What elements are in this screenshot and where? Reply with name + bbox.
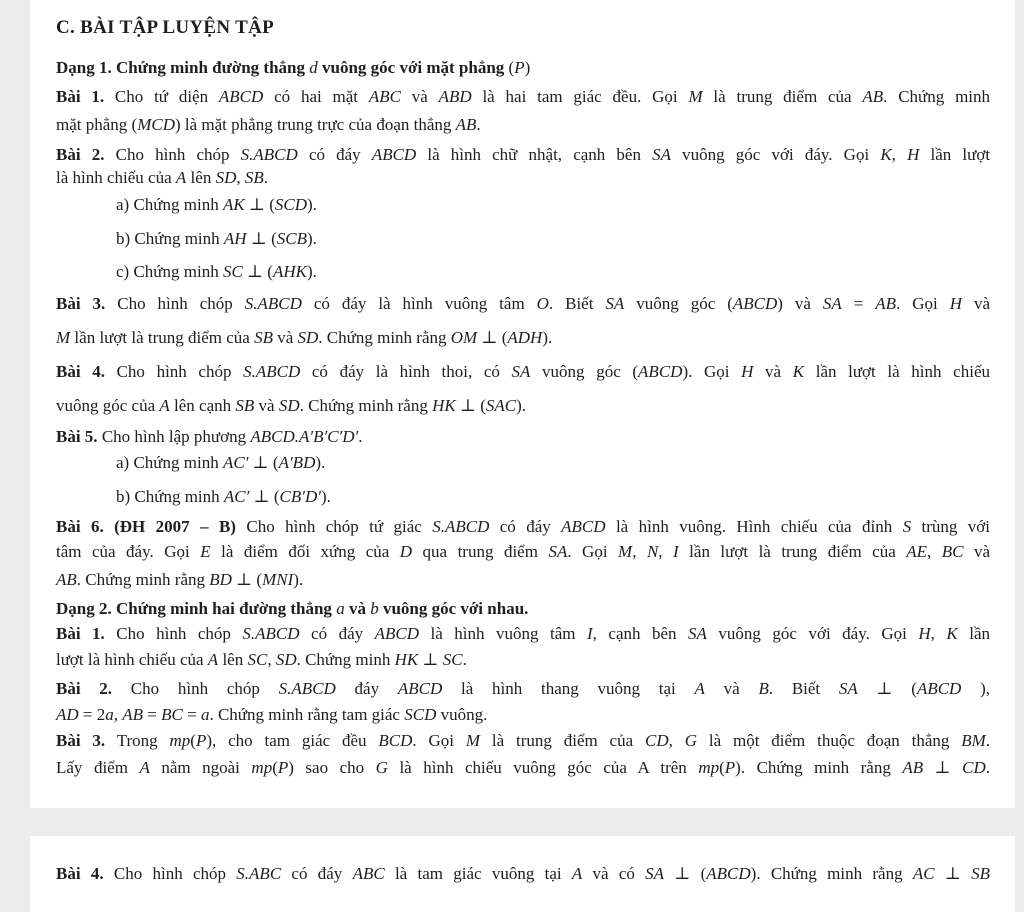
text-run: ( — [719, 758, 725, 777]
math-text: A — [571, 864, 583, 883]
text-run: Cho hình chóp — [104, 145, 241, 164]
bold-text: vuông góc với mặt phẳng — [317, 58, 509, 77]
text-run: ⊥ — [418, 650, 443, 669]
math-text: CD — [962, 758, 986, 777]
math-text: M — [688, 87, 703, 106]
text-run: lần lượt — [919, 145, 991, 164]
text-run: ). — [315, 453, 326, 472]
math-text: A — [207, 650, 219, 669]
text-run: , — [632, 542, 647, 561]
text-run: . Chứng minh — [296, 650, 395, 669]
math-text: SA — [548, 542, 568, 561]
math-text: SB — [235, 396, 255, 415]
text-line — [56, 425, 363, 449]
math-text: A — [694, 679, 705, 698]
math-text: K — [792, 362, 805, 381]
text-run: vuông góc với đáy. Gọi — [671, 145, 881, 164]
math-text: AB — [56, 570, 77, 589]
math-text: P — [514, 58, 525, 77]
text-run: là hình vuông tâm — [419, 624, 587, 643]
bold-text: và — [344, 599, 371, 618]
text-run: Cho hình chóp — [104, 362, 244, 381]
text-run: và — [963, 542, 991, 561]
math-text: BC — [161, 705, 183, 724]
text-run: ) và — [777, 294, 823, 313]
text-run: . Chứng minh rằng — [76, 570, 210, 589]
math-text: OM — [450, 328, 478, 347]
math-text: a — [336, 599, 345, 618]
math-text: M — [618, 542, 633, 561]
text-run: ). Chứng minh rằng — [735, 758, 903, 777]
text-run: vuông góc ( — [530, 362, 639, 381]
text-run: ⊥ ( — [244, 195, 275, 214]
text-run: Cho hình lập phương — [97, 427, 251, 446]
math-text: AB — [455, 115, 477, 134]
math-text: B — [758, 679, 769, 698]
math-text: mp — [169, 731, 191, 750]
text-run: . — [263, 168, 268, 187]
text-run: ). — [542, 328, 553, 347]
math-text: A — [175, 168, 187, 187]
math-text: S.ABCD — [244, 294, 302, 313]
math-text: E — [200, 542, 211, 561]
math-text: AB — [122, 705, 144, 724]
text-line — [56, 166, 268, 190]
text-run: ). — [293, 570, 304, 589]
text-run: là trung điểm của — [480, 731, 645, 750]
text-line — [56, 729, 990, 753]
text-line — [56, 756, 990, 780]
text-run: lượt là hình chiếu của — [56, 650, 208, 669]
text-run: ⊥ ( — [477, 328, 508, 347]
math-text: mp — [251, 758, 273, 777]
math-text: S.ABCD — [432, 517, 490, 536]
math-text: AB — [902, 758, 924, 777]
text-run: ( — [190, 731, 196, 750]
math-text: ABCD — [397, 679, 443, 698]
math-text: SA — [688, 624, 707, 643]
math-text: AK — [222, 195, 245, 214]
text-run: nằm ngoài — [149, 758, 252, 777]
text-run: . Gọi — [412, 731, 466, 750]
math-text: b — [370, 599, 379, 618]
text-line — [56, 862, 990, 886]
math-text: SB — [971, 864, 991, 883]
math-text: AB — [862, 87, 884, 106]
math-text: a — [105, 705, 114, 724]
math-text: BC — [941, 542, 964, 561]
text-run: , — [927, 542, 942, 561]
text-run: ⊥ ( — [664, 864, 707, 883]
text-line — [56, 394, 526, 418]
math-text: SA — [652, 145, 672, 164]
text-run: a) Chứng minh — [116, 453, 223, 472]
text-run: b) Chứng minh — [116, 229, 224, 248]
bold-text: Bài 1. — [56, 624, 105, 643]
text-run: có hai mặt — [263, 87, 369, 106]
text-run: ), — [961, 679, 991, 698]
text-run: ) là mặt phẳng trung trực của đoạn thẳng — [174, 115, 456, 134]
text-run: , cạnh bên — [592, 624, 689, 643]
text-run: là hình chiếu của — [56, 168, 176, 187]
bold-text: Dạng 1. Chứng minh đường thẳng — [56, 58, 310, 77]
math-text: SCD — [274, 195, 307, 214]
text-run: . — [462, 650, 467, 669]
text-run: mặt phẳng ( — [56, 115, 138, 134]
text-line — [116, 485, 331, 509]
math-text: SD — [297, 328, 319, 347]
text-run: Cho hình chóp — [103, 864, 237, 883]
text-run: , — [891, 145, 908, 164]
math-text: I — [673, 542, 679, 561]
math-text: SCD — [404, 705, 437, 724]
text-run: lần lượt là trung điểm của — [678, 542, 907, 561]
math-text: P — [195, 731, 207, 750]
text-run: ⊥ ( — [246, 229, 277, 248]
text-run: và — [254, 396, 279, 415]
text-run: Cho tứ diện — [104, 87, 219, 106]
text-run: ⊥ ( — [455, 396, 486, 415]
math-text: SA — [838, 679, 858, 698]
text-run: có đáy là hình vuông tâm — [301, 294, 537, 313]
text-run: , — [930, 624, 947, 643]
math-text: ABCD — [916, 679, 962, 698]
math-text: N — [646, 542, 659, 561]
text-run: ) — [524, 58, 531, 77]
math-text: AC′ — [222, 453, 249, 472]
math-text: I — [587, 624, 593, 643]
math-text: D — [399, 542, 413, 561]
text-run: ). — [306, 262, 317, 281]
math-text: P — [277, 758, 289, 777]
text-run: là hình thang vuông tại — [442, 679, 695, 698]
math-text: AH — [223, 229, 247, 248]
text-line — [56, 703, 487, 727]
text-run: ⊥ ( — [242, 262, 273, 281]
bold-text: Bài 5. — [56, 427, 98, 446]
text-run: lần lượt là trung điểm của — [70, 328, 255, 347]
text-run: và — [704, 679, 759, 698]
math-text: ABC — [352, 864, 385, 883]
math-text: BM — [961, 731, 986, 750]
text-line — [56, 85, 990, 109]
text-run: ⊥ ( — [248, 453, 279, 472]
math-text: S — [902, 517, 912, 536]
text-run: Cho hình chóp — [112, 679, 279, 698]
math-text: SA — [645, 864, 665, 883]
text-run: là hình chữ nhật, cạnh bên — [416, 145, 653, 164]
bold-text: Bài 2. — [56, 679, 113, 698]
text-line — [56, 677, 990, 701]
math-text: H — [949, 294, 963, 313]
text-line — [116, 451, 325, 475]
math-text: mp — [698, 758, 720, 777]
math-text: H — [907, 145, 920, 164]
math-text: ABCD — [706, 864, 751, 883]
math-text: H — [918, 624, 931, 643]
math-text: K — [880, 145, 892, 164]
text-run: , — [267, 650, 276, 669]
text-run: có đáy — [281, 864, 353, 883]
text-run: và — [272, 328, 298, 347]
text-run: ⊥ — [934, 864, 972, 883]
math-text: MCD — [137, 115, 175, 134]
text-run: . Gọi — [567, 542, 619, 561]
text-run: , — [113, 705, 123, 724]
text-run: ), cho tam giác đều — [206, 731, 379, 750]
bold-text: Bài 6. (ĐH 2007 – B) — [56, 517, 236, 536]
text-run: và có — [582, 864, 646, 883]
text-run: . Biết — [548, 294, 606, 313]
text-run: b) Chứng minh — [116, 487, 224, 506]
math-text: ABCD — [561, 517, 606, 536]
math-text: G — [375, 758, 388, 777]
text-run: và — [962, 294, 991, 313]
math-text: AE — [906, 542, 928, 561]
text-run: có đáy — [297, 145, 372, 164]
text-run: ) sao cho — [288, 758, 376, 777]
math-text: SCB — [276, 229, 307, 248]
text-run: ( — [272, 758, 278, 777]
math-text: AD — [56, 705, 79, 724]
math-text: ABCD — [638, 362, 683, 381]
math-text: CD — [645, 731, 669, 750]
text-run: ⊥ — [923, 758, 963, 777]
text-run: có đáy — [489, 517, 562, 536]
text-run: lần — [957, 624, 991, 643]
text-line — [116, 227, 317, 251]
text-run: đáy — [335, 679, 398, 698]
bold-text: Bài 4. — [56, 362, 105, 381]
text-run: a) Chứng minh — [116, 195, 223, 214]
text-run: . Chứng minh rằng — [299, 396, 433, 415]
text-line — [56, 515, 990, 539]
text-run: và — [400, 87, 439, 106]
text-run: = 2 — [78, 705, 106, 724]
text-line — [56, 568, 303, 592]
text-run: có đáy — [299, 624, 375, 643]
text-run: . Chứng minh — [883, 87, 991, 106]
math-text: SD — [275, 650, 297, 669]
text-line — [116, 193, 317, 217]
bold-text: Bài 4. — [56, 864, 104, 883]
text-run: . Biết — [768, 679, 839, 698]
bold-text: Dạng 2. Chứng minh hai đường thẳng — [56, 599, 337, 618]
math-text: ABCD — [218, 87, 264, 106]
math-text: S.ABCD — [278, 679, 336, 698]
math-text: S.ABCD — [240, 145, 298, 164]
text-run: c) Chứng minh — [116, 262, 223, 281]
text-line — [56, 113, 481, 137]
text-run: , — [236, 168, 245, 187]
bold-text: vuông góc với nhau. — [378, 599, 529, 618]
text-run: là tam giác vuông tại — [384, 864, 572, 883]
math-text: SAC — [485, 396, 517, 415]
text-run: Cho hình chóp — [104, 624, 243, 643]
math-text: SD — [215, 168, 237, 187]
bold-text: Bài 3. — [56, 731, 106, 750]
bold-text: Bài 1. — [56, 87, 105, 106]
math-text: O — [536, 294, 549, 313]
text-line — [56, 360, 990, 384]
math-text: SD — [278, 396, 300, 415]
math-text: MNI — [262, 570, 294, 589]
text-line — [56, 292, 990, 316]
text-run: ). — [320, 487, 331, 506]
text-run: là hình chiếu vuông góc của A trên — [387, 758, 699, 777]
math-text: SC — [222, 262, 243, 281]
text-run: trùng với — [911, 517, 991, 536]
math-text: M — [56, 328, 71, 347]
text-run: ). Chứng minh rằng — [750, 864, 913, 883]
math-text: A′BD — [278, 453, 316, 472]
math-text: SB — [244, 168, 264, 187]
text-run: vuông góc với đáy. Gọi — [706, 624, 919, 643]
text-run: có đáy là hình thoi, có — [300, 362, 512, 381]
text-run: , — [668, 731, 685, 750]
text-run: lần lượt là hình chiếu — [804, 362, 990, 381]
text-line — [56, 56, 530, 80]
math-text: AHK — [272, 262, 307, 281]
text-run: ⊥ ( — [249, 487, 280, 506]
math-text: M — [465, 731, 481, 750]
math-text: BCD — [378, 731, 413, 750]
text-run: ). — [516, 396, 527, 415]
math-text: G — [684, 731, 698, 750]
text-run: . Chứng minh rằng tam giác — [209, 705, 405, 724]
text-run: là hai tam giác đều. Gọi — [471, 87, 689, 106]
text-run: tâm của đáy. Gọi — [56, 542, 201, 561]
math-text: S.ABCD — [243, 362, 301, 381]
text-run: . — [476, 115, 481, 134]
math-text: ABCD.A′B′C′D′ — [250, 427, 359, 446]
text-run: = — [143, 705, 162, 724]
math-text: H — [741, 362, 754, 381]
math-text: ABC — [368, 87, 401, 106]
text-run: . — [358, 427, 363, 446]
math-text: ADH — [507, 328, 543, 347]
text-line — [56, 622, 990, 646]
math-text: ABD — [438, 87, 472, 106]
text-run: . — [985, 731, 991, 750]
text-run: = — [841, 294, 876, 313]
math-text: CB′D′ — [279, 487, 321, 506]
math-text: SC — [247, 650, 268, 669]
text-run: lên — [218, 650, 248, 669]
text-run: và — [753, 362, 793, 381]
text-run: ). — [306, 195, 317, 214]
text-run: là một điểm thuộc đoạn thẳng — [697, 731, 962, 750]
text-run: vuông góc ( — [624, 294, 733, 313]
text-run: . — [985, 758, 991, 777]
math-text: SA — [605, 294, 625, 313]
text-line — [56, 648, 467, 672]
text-line — [56, 540, 990, 564]
math-text: S.ABC — [236, 864, 282, 883]
text-run: = — [182, 705, 201, 724]
text-run: vuông. — [436, 705, 488, 724]
text-line — [116, 260, 317, 284]
math-text: K — [946, 624, 958, 643]
text-run: là hình vuông. Hình chiếu của đỉnh — [605, 517, 903, 536]
math-text: HK — [432, 396, 456, 415]
bold-text: Bài 3. — [56, 294, 106, 313]
text-line — [56, 326, 552, 350]
math-text: SA — [511, 362, 531, 381]
text-run: vuông góc của — [56, 396, 160, 415]
math-text: SC — [442, 650, 463, 669]
text-run: ⊥ ( — [231, 570, 263, 589]
text-run: là trung điểm của — [702, 87, 863, 106]
math-text: SB — [254, 328, 273, 347]
bold-text: Bài 2. — [56, 145, 105, 164]
text-run: Cho hình chóp — [105, 294, 245, 313]
math-text: S.ABCD — [242, 624, 300, 643]
text-run: . Chứng minh rằng — [318, 328, 451, 347]
math-text: A — [159, 396, 170, 415]
text-run: ⊥ ( — [857, 679, 917, 698]
math-text: A — [139, 758, 150, 777]
math-text: ABCD — [732, 294, 778, 313]
text-run: là điểm đối xứng của — [210, 542, 400, 561]
text-run: ). — [306, 229, 317, 248]
section-title: C. BÀI TẬP LUYỆN TẬP — [56, 17, 275, 38]
text-run: lên cạnh — [169, 396, 236, 415]
math-text: SA — [822, 294, 842, 313]
math-text: AB — [875, 294, 897, 313]
text-run: Cho hình chóp tứ giác — [235, 517, 433, 536]
text-run: . Gọi — [896, 294, 950, 313]
math-text: ABCD — [374, 624, 420, 643]
math-text: ABCD — [371, 145, 417, 164]
math-text: d — [309, 58, 318, 77]
math-text: P — [724, 758, 736, 777]
text-run: Trong — [105, 731, 170, 750]
text-run: , — [658, 542, 674, 561]
text-run: qua trung điểm — [412, 542, 549, 561]
math-text: AC′ — [223, 487, 250, 506]
math-text: BD — [209, 570, 232, 589]
text-run: Lấy điểm — [56, 758, 140, 777]
text-line — [56, 597, 528, 621]
text-run: lên — [186, 168, 216, 187]
text-line — [56, 143, 990, 167]
math-text: AC — [912, 864, 935, 883]
math-text: a — [200, 705, 210, 724]
text-run: ). Gọi — [682, 362, 742, 381]
text-run: ( — [508, 58, 515, 77]
math-text: HK — [394, 650, 419, 669]
